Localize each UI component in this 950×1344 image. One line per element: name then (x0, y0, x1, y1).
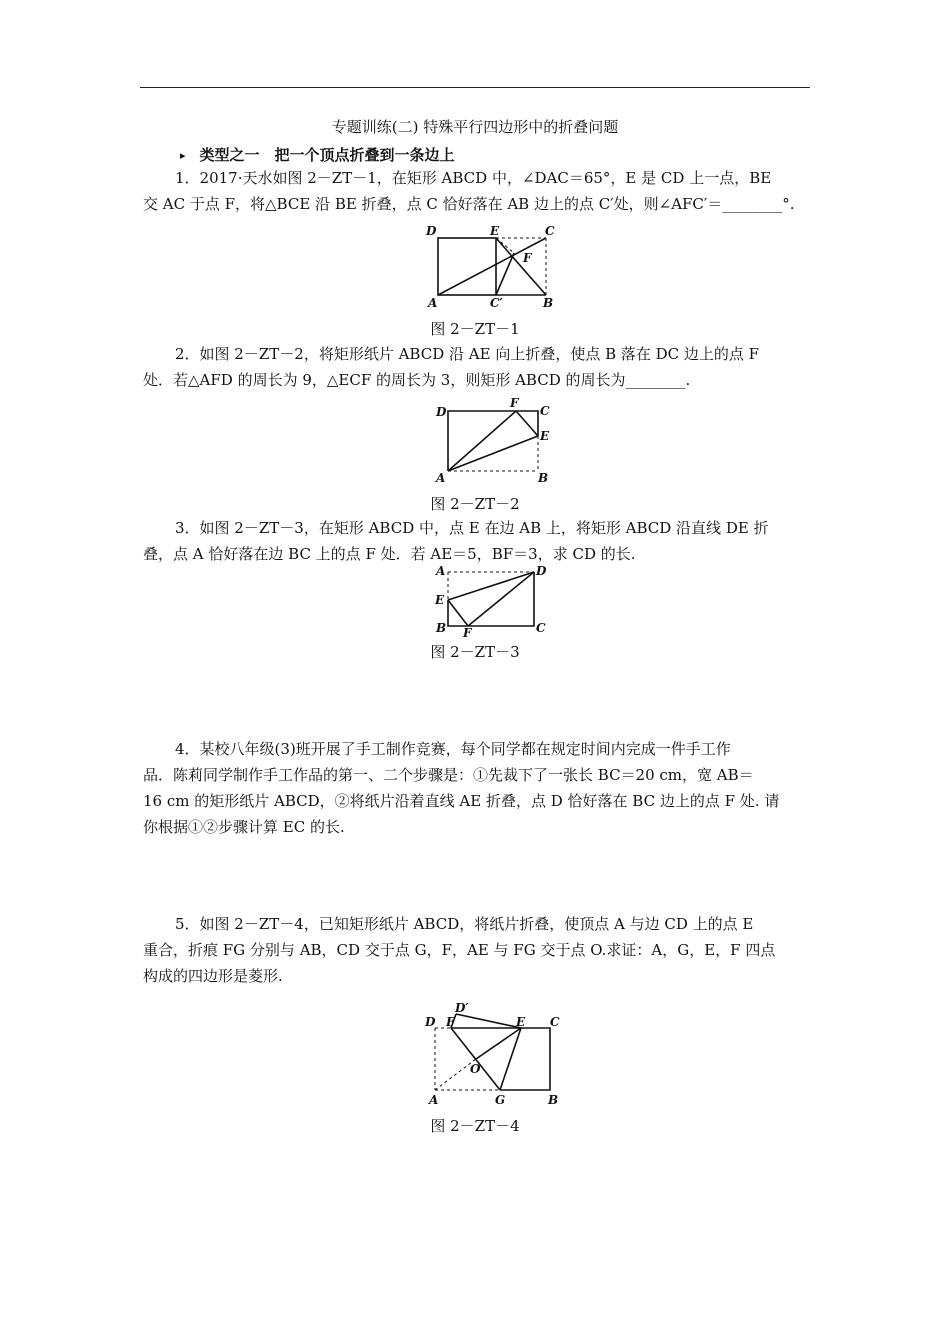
fig4-label-f: F (446, 1015, 455, 1029)
fig1-label-d: D (426, 224, 437, 238)
question-5-line-3: 构成的四边形是菱形. (143, 967, 283, 985)
figure-2-zt-4-caption: 图 2－ZT－4 (430, 1117, 520, 1135)
fig3-segment-ef (448, 600, 468, 626)
fig1-rect-adec (438, 238, 496, 295)
fig3-label-f: F (463, 626, 472, 640)
fig2-label-e: E (540, 429, 550, 443)
question-2 (143, 341, 809, 393)
question-4-line-2: 品．陈莉同学制作手工作品的第一、二个步骤是：①先裁下了一张长 BC＝20 cm，宽 AB＝ (143, 766, 754, 784)
fig4-label-c: C (550, 1015, 560, 1029)
fig4-label-d: D (425, 1015, 436, 1029)
header-rule (140, 87, 810, 88)
question-1-line-2: 交 AC 于点 F，将△BCE 沿 BE 折叠，点 C 恰好落在 AB 边上的点 C′处，则∠AFC′＝________°. (143, 195, 795, 213)
question-2-line-1: 2．如图 2－ZT－2，将矩形纸片 ABCD 沿 AE 向上折叠，使点 B 落在 DC 边上的点 F (175, 345, 760, 363)
question-2-line-2: 处．若△AFD 的周长为 9，△ECF 的周长为 3，则矩形 ABCD 的周长为________. (143, 371, 691, 389)
fig4-segment-dpe (456, 1014, 521, 1028)
fig1-diagonal-ac (438, 238, 546, 295)
question-4 (143, 736, 809, 840)
fig3-label-a: A (436, 564, 446, 578)
question-4-line-1: 4．某校八年级(3)班开展了手工制作竞赛，每个同学都在规定时间内完成一件手工作 (175, 740, 731, 758)
fig1-label-a: A (428, 296, 438, 310)
fig1-label-e: E (490, 224, 500, 238)
question-5-line-1: 5．如图 2－ZT－4，已知矩形纸片 ABCD，将纸片折叠，使顶点 A 与边 CD 上的点 E (175, 915, 754, 933)
fig2-label-f: F (510, 396, 519, 410)
question-3-line-2: 叠，点 A 恰好落在边 BC 上的点 F 处．若 AE＝5，BF＝3，求 CD 的长. (143, 545, 636, 563)
fig4-label-dprime: D′ (455, 1001, 469, 1015)
figure-2-zt-2-caption: 图 2－ZT－2 (430, 495, 520, 513)
fig3-crease-ed (448, 572, 534, 600)
fig2-crease-ae (448, 436, 538, 471)
fig3-label-e: E (435, 593, 445, 607)
question-4-line-3: 16 cm 的矩形纸片 ABCD，②将纸片沿着直线 AE 折叠，点 D 恰好落在 BC 边上的点 F 处. 请 (143, 792, 780, 810)
question-5-line-2: 重合，折痕 FG 分别与 AB，CD 交于点 G，F，AE 与 FG 交于点 O.求证：A，G，E，F 四点 (143, 941, 776, 959)
fig2-label-b: B (538, 471, 549, 485)
fig2-label-d: D (436, 405, 447, 419)
fig4-segment-ge (500, 1028, 521, 1090)
fig1-label-cprime: C′ (490, 296, 503, 310)
fig4-label-a: A (429, 1093, 439, 1107)
triangle-bullet-icon: ▸ (180, 149, 186, 162)
fig1-label-f: F (523, 251, 532, 265)
question-1-line-1: 1．2017·天水如图 2－ZT－1，在矩形 ABCD 中，∠DAC＝65°，E 是 CD 上一点，BE (175, 169, 772, 187)
fig4-label-b: B (548, 1093, 559, 1107)
question-3-line-1: 3．如图 2－ZT－3，在矩形 ABCD 中，点 E 在边 AB 上，将矩形 ABCD 沿直线 DE 折 (175, 519, 769, 537)
fig1-label-b: B (543, 296, 554, 310)
fig4-crease-fg (451, 1028, 500, 1090)
fig4-segment-oe (476, 1028, 521, 1059)
figure-2-zt-1 (420, 222, 570, 310)
page-title: 专题训练(二) 特殊平行四边形中的折叠问题 (331, 118, 619, 136)
fig4-label-e: E (516, 1015, 526, 1029)
fig3-segment-fd (468, 572, 534, 626)
question-1 (143, 165, 809, 217)
fig2-segment-af (448, 411, 516, 471)
fig3-label-c: C (536, 621, 546, 635)
figure-2-zt-1-caption: 图 2－ZT－1 (430, 320, 520, 338)
figure-2-zt-2 (432, 396, 562, 484)
figure-2-zt-3-caption: 图 2－ZT－3 (430, 643, 520, 661)
fig2-segment-fe (516, 411, 538, 436)
figure-2-zt-4 (420, 1001, 570, 1110)
fig4-label-g: G (495, 1093, 506, 1107)
fig1-segment-eb (496, 238, 546, 295)
fig3-label-d: D (536, 564, 547, 578)
fig1-label-c: C (545, 224, 555, 238)
question-5 (143, 911, 809, 989)
fig4-label-o: O (470, 1062, 481, 1076)
fig2-label-a: A (436, 471, 446, 485)
fig3-label-b: B (436, 621, 447, 635)
section-heading (180, 144, 455, 165)
fig2-label-c: C (540, 404, 550, 418)
section-label: 类型之一 把一个顶点折叠到一条边上 (199, 146, 455, 164)
figure-2-zt-3 (432, 560, 557, 640)
question-4-line-4: 你根据①②步骤计算 EC 的长. (143, 818, 345, 836)
